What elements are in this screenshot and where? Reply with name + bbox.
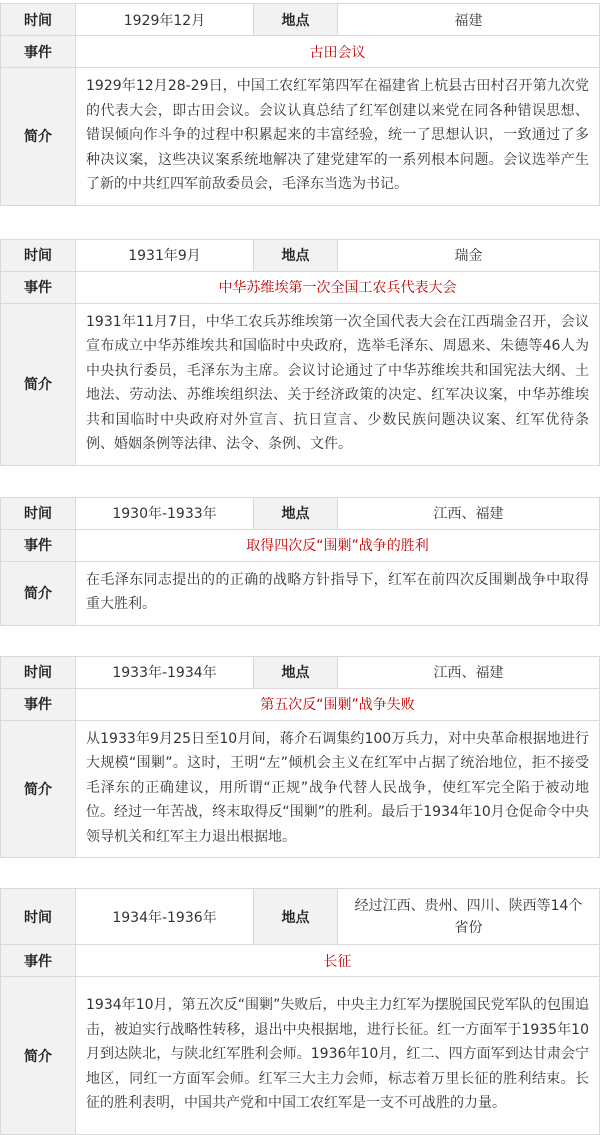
event-table-3 [0,497,600,626]
summary-label: 简介 [1,977,76,1135]
place-value: 瑞金 [338,239,600,271]
time-value: 1933年-1934年 [76,656,254,688]
event-name: 取得四次反“围剿”战争的胜利 [76,529,600,561]
summary-label: 简介 [1,303,76,465]
event-table-2 [0,239,600,466]
time-label: 时间 [1,656,76,688]
place-value: 福建 [338,4,600,36]
summary-text: 1934年10月，第五次反“围剿”失败后，中央主力红军为摆脱国民党军队的包围追击，被迫实行战略性转移，退出中央根据地，进行长征。红一方面军于1935年10月到达陕北，与陕北红军胜利会师。1936年10月，红二、四方面军到达甘肃会宁地区，同红一方面军会师。红军三大主力会师，标志着万里长征的胜利结束。长征的胜利表明，中国共产党和中国工农红军是一支不可战胜的力量。 [76,977,600,1135]
time-label: 时间 [1,239,76,271]
summary-text: 1929年12月28-29日，中国工农红军第四军在福建省上杭县古田村召开第九次党的代表大会，即古田会议。会议认真总结了红军创建以来党在同各种错误思想、错误倾向作斗争的过程中积累起来的丰富经验，统一了思想认识，一致通过了多种决议案，这些决议案系统地解决了建党建军的一系列根本问题。会议选举产生了新的中共红四军前敌委员会，毛泽东当选为书记。 [76,68,600,206]
place-value: 江西、福建 [338,656,600,688]
summary-label: 简介 [1,561,76,625]
summary-label: 简介 [1,68,76,206]
place-label: 地点 [254,889,338,945]
event-name: 古田会议 [76,36,600,68]
event-label: 事件 [1,945,76,977]
event-name: 长征 [76,945,600,977]
summary-label: 简介 [1,720,76,858]
event-table-1 [0,3,600,206]
event-label: 事件 [1,271,76,303]
time-value: 1934年-1936年 [76,889,254,945]
event-label: 事件 [1,688,76,720]
time-value: 1931年9月 [76,239,254,271]
summary-text: 在毛泽东同志提出的的正确的战略方针指导下，红军在前四次反围剿战争中取得重大胜利。 [76,561,600,625]
place-value: 经过江西、贵州、四川、陕西等14个省份 [338,889,600,945]
place-label: 地点 [254,497,338,529]
event-name: 中华苏维埃第一次全国工农兵代表大会 [76,271,600,303]
time-label: 时间 [1,4,76,36]
place-label: 地点 [254,4,338,36]
place-value: 江西、福建 [338,497,600,529]
event-table-5 [0,888,600,1135]
time-label: 时间 [1,497,76,529]
summary-text: 1931年11月7日，中华工农兵苏维埃第一次全国代表大会在江西瑞金召开，会议宣布成立中华苏维埃共和国临时中央政府，选举毛泽东、周恩来、朱德等46人为中央执行委员，毛泽东为主席。会议讨论通过了中华苏维埃共和国宪法大纲、土地法、劳动法、苏维埃组织法、关于经济政策的决定、红军决议案，中华苏维埃共和国临时中央政府对外宣言、抗日宣言、少数民族问题决议案、红军优待条例、婚姻条例等法律、法令、条例、文件。 [76,303,600,465]
event-label: 事件 [1,529,76,561]
time-label: 时间 [1,889,76,945]
summary-text: 从1933年9月25日至10月间，蒋介石调集约100万兵力，对中央革命根据地进行大规模“围剿”。这时，王明“左”倾机会主义在红军中占据了统治地位，拒不接受毛泽东的正确建议，用所谓“正规”战争代替人民战争，使红军完全陷于被动地位。经过一年苦战，终末取得反“围剿”的胜利。最后于1934年10月仓促命令中央领导机关和红军主力退出根据地。 [76,720,600,858]
place-label: 地点 [254,239,338,271]
event-table-4 [0,656,600,859]
events-page [0,3,600,1135]
event-name: 第五次反“围剿”战争失败 [76,688,600,720]
time-value: 1929年12月 [76,4,254,36]
event-label: 事件 [1,36,76,68]
place-label: 地点 [254,656,338,688]
time-value: 1930年-1933年 [76,497,254,529]
